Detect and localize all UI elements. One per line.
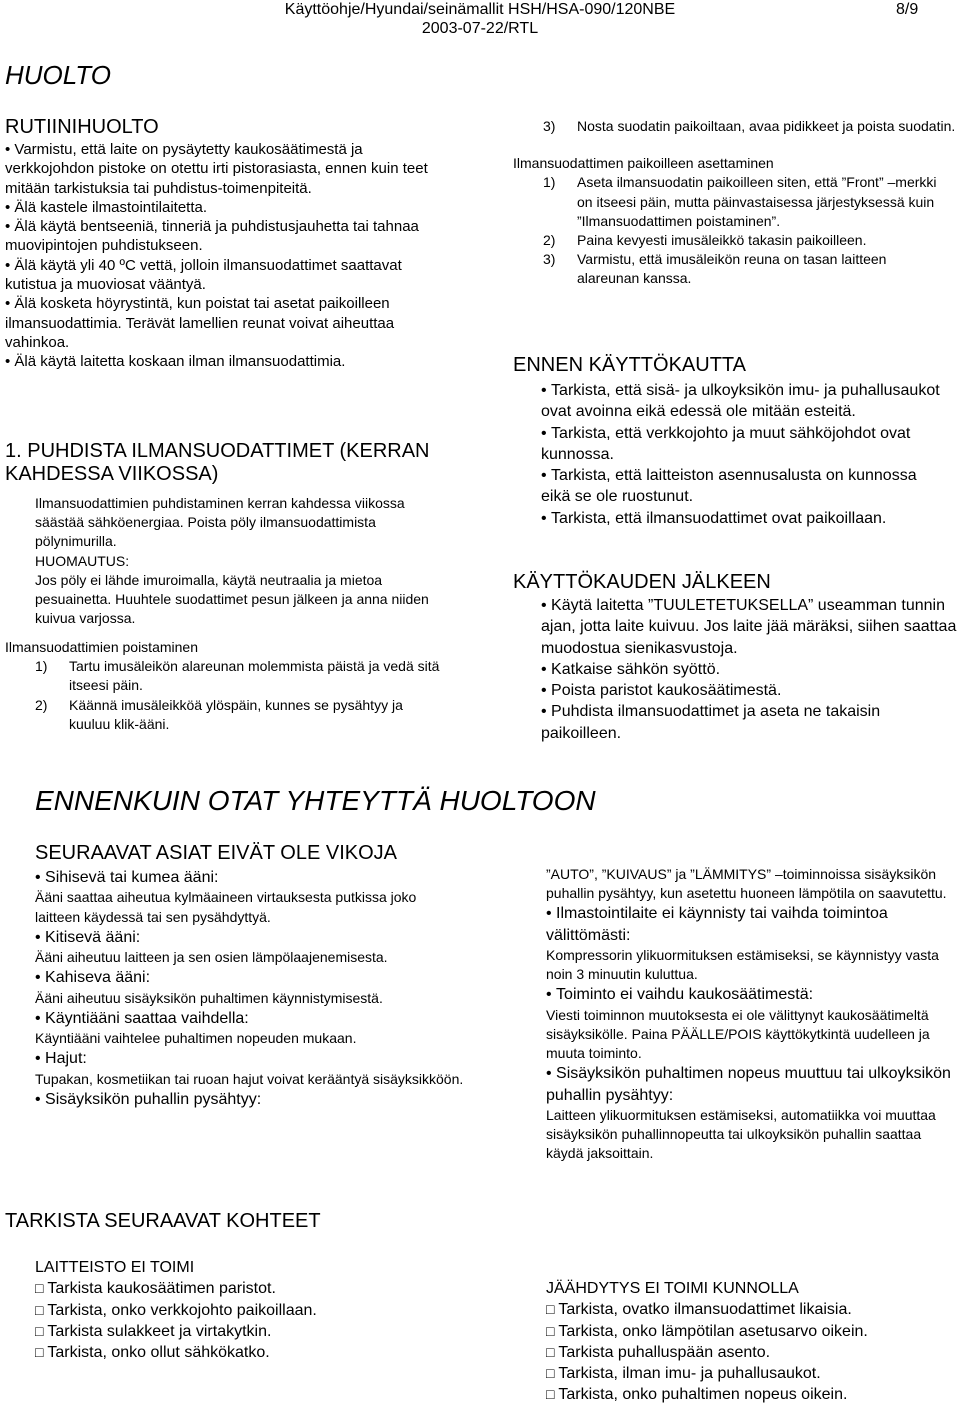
rutiini-list [5,140,450,372]
puhdista-body: Ilmansuodattimien puhdistaminen kerran kahdessa viikossa säästää sähköenergiaa. Poista pöly ilmansuodattimista pölynimurilla. [35,495,405,550]
ennen-section [513,354,958,529]
poistaminen-title: Ilmansuodattimien poistaminen [5,639,198,655]
list-item: • Puhdista ilmansuodattimet ja aseta ne takaisin paikoilleen. [541,701,958,744]
left-check-title: LAITTEISTO EI TOIMI [35,1259,195,1276]
right-steps-section [513,117,956,289]
list-item [513,173,943,231]
step-text: Paina kevyesti imusäleikkö takasin paikoilleen. [577,232,867,249]
step-text: Aseta ilmansuodatin paikoilleen siten, että ”Front” –merkki on itseesi päin, mutta päinvastaisessa järjestyksessä kuin ”Ilmansuodattimen poistaminen”. [577,174,937,229]
rutiini-section [5,116,450,372]
item-body: Ääni aiheutuu laitteen ja sen osien lämpölaajenemisesta. [35,949,388,965]
list-item: • Älä kastele ilmastointilaitetta. [5,198,450,217]
list-item: • Älä käytä yli 40 ºC vettä, jolloin ilmansuodattimet saattavat kutistua ja muoviosat vääntyä. [5,256,450,295]
step-number: 1) [35,658,48,675]
section-title-ennenkuin: ENNENKUIN OTAT YHTEYTTÄ HUOLTOON [35,785,596,816]
item-body: Käyntiääni vaihtelee puhaltimen nopeuden mukaan. [35,1030,357,1046]
checklist-item: □ Tarkista kaukosäätimen paristot. [35,1278,475,1299]
jalkeen-section [513,571,958,744]
item-title: • Sihisevä tai kumea ääni: [35,867,465,888]
rutiini-heading: RUTIINIHUOLTO [5,116,159,138]
item-title: • Kahiseva ääni: [35,967,465,988]
checklist-item: □ Tarkista, onko puhaltimen nopeus oikein. [546,1384,956,1405]
list-item: • Poista paristot kaukosäätimestä. [541,680,958,701]
list-item [513,250,943,288]
item-body: Laitteen ylikuormituksen estämiseksi, automatiikka voi muuttaa sisäyksikön puhallinnopeutta tai ulkoyksikön puhallin saattaa käydä jaksoittain. [546,1106,936,1162]
list-item [5,657,440,695]
list-item: • Varmistu, että laite on pysäytetty kaukosäätimestä ja verkkojohdon pistoke on otettu irti pistorasiasta, ennen kuin teet mitään tarkistuksia tai puhdistus-toimenpiteitä. [5,140,450,198]
puhdista-heading: 1. PUHDISTA ILMANSUODATTIMET (KERRAN KAHDESSA VIIKOSSA) [5,440,430,485]
step-number: 2) [543,232,556,249]
item-title: • Hajut: [35,1048,465,1069]
right-check-title: JÄÄHDYTYS EI TOIMI KUNNOLLA [546,1280,799,1297]
tarkista-left [35,1257,475,1363]
puhdista-section [5,440,450,628]
asettaminen-title: Ilmansuodattimen paikoilleen asettaminen [513,155,774,172]
item-title: • Toiminto ei vaihdu kaukosäätimestä: [546,984,951,1005]
step-text: Tartu imusäleikön alareunan molemmista päistä ja vedä sitä itseesi päin. [69,658,440,694]
section-title-huolto: HUOLTO [5,60,111,90]
list-item: • Tarkista, että ilmansuodattimet ovat paikoillaan. [541,508,946,529]
item-body: Viesti toiminnon muutoksesta ei ole välittynyt kaukosäätimeltä sisäyksikölle. Paina PÄÄLLE/POIS käyttökytkintä uudelleen ja muuta toiminto. [546,1006,930,1062]
list-item: • Tarkista, että sisä- ja ulkoyksikön imu- ja puhallusaukot ovat avoinna eikä edessä ole mitään esteitä. [541,380,946,423]
list-item: • Älä kosketa höyrystintä, kun poistat tai asetat paikoilleen ilmansuodattimia. Terävät lamellien reunat voivat aiheuttaa vahinkoa. [5,294,450,352]
huomautus-body: Jos pöly ei lähde imuroimalla, käytä neutraalia ja mietoa pesuainetta. Huuhtele suodattimet pesun jälkeen ja anna niiden kuivua varjossa. [35,571,429,627]
list-item: • Älä käytä laitetta koskaan ilman ilmansuodattimia. [5,352,450,371]
checklist-item: □ Tarkista, onko ollut sähkökatko. [35,1342,475,1363]
item-title: • Käyntiääni saattaa vaihdella: [35,1008,465,1029]
tarkista-heading: TARKISTA SEURAAVAT KOHTEET [5,1210,321,1232]
item-body: Kompressorin ylikuormituksen estämiseksi, se käynnistyy vasta noin 3 minuutin kuluttua. [546,947,939,983]
checklist-item: □ Tarkista puhalluspään asento. [546,1342,956,1363]
huomautus-label: HUOMAUTUS: [35,552,130,569]
step-number: 1) [543,174,556,191]
list-item: • Käytä laitetta ”TUULETETUKSELLA” useamman tunnin ajan, jotta laite kuivuu. Jos laite jää märäksi, siihen saattaa muodostua sienikasvustoja. [541,595,958,659]
checklist-item: □ Tarkista, ovatko ilmansuodattimet likaisia. [546,1299,956,1320]
jalkeen-heading: KÄYTTÖKAUDEN JÄLKEEN [513,571,771,593]
item-title: • Sisäyksikön puhaltimen nopeus muuttuu tai ulkoyksikön puhallin pysähtyy: [546,1063,951,1106]
item-body: Ääni saattaa aiheutua kylmäaineen virtauksesta putkissa joko laitteen käydessä tai sen pysähdyttyä. [35,889,417,925]
step-number: 3) [543,251,556,268]
seuraavat-left [35,867,465,1110]
item-title: • Ilmastointilaite ei käynnisty tai vaihda toimintoa välittömästi: [546,903,951,946]
ennen-list [541,380,946,529]
step-text: Varmistu, että imusäleikön reuna on tasan laitteen alareunan kanssa. [577,251,887,287]
item-title: • Kitisevä ääni: [35,927,465,948]
header-doc-title: Käyttöohje/Hyundai/seinämallit HSH/HSA-090/120NBE [284,1,676,18]
item-title: • Sisäyksikön puhallin pysähtyy: [35,1089,465,1110]
list-item: • Älä käytä bentseeniä, tinneriä ja puhdistusjauhetta tai tahnaa muovipintojen puhdistukseen. [5,217,450,256]
right-intro: ”AUTO”, ”KUIVAUS” ja ”LÄMMITYS” –toiminnoissa sisäyksikön puhallin pysähtyy, kun asetettu huoneen lämpötila on saavutettu. [546,866,947,902]
ennen-heading: ENNEN KÄYTTÖKAUTTA [513,354,746,376]
page-header [220,0,740,38]
checklist-item: □ Tarkista, onko lämpötilan asetusarvo oikein. [546,1321,956,1342]
checklist-item: □ Tarkista sulakkeet ja virtakytkin. [35,1321,475,1342]
step-number: 2) [35,696,48,713]
poistaminen-section [5,638,450,734]
tarkista-right [546,1278,956,1405]
step-text: Käännä imusäleikköä ylöspäin, kunnes se pysähtyy ja kuuluu klik-ääni. [69,696,403,732]
item-body: Ääni aiheutuu sisäyksikön puhaltimen käynnistymisestä. [35,989,383,1006]
page-number: 8/9 [896,1,919,18]
list-item: • Tarkista, että laitteiston asennusalusta on kunnossa eikä se ole ruostunut. [541,465,946,508]
seuraavat-heading: SEURAAVAT ASIAT EIVÄT OLE VIKOJA [35,842,397,864]
list-item: • Katkaise sähkön syöttö. [541,659,958,680]
checklist-item: □ Tarkista, onko verkkojohto paikoillaan. [35,1300,475,1321]
seuraavat-right [546,865,951,1164]
header-date: 2003-07-22/RTL [421,20,539,37]
list-item: • Tarkista, että verkkojohto ja muut sähköjohdot ovat kunnossa. [541,423,946,466]
list-item [513,231,943,250]
list-item [513,117,958,136]
item-body: Tupakan, kosmetiikan tai ruoan hajut voivat kerääntyä sisäyksikköön. [35,1070,464,1087]
jalkeen-list [541,595,958,744]
checklist-item: □ Tarkista, ilman imu- ja puhallusaukot. [546,1363,956,1384]
step-text: Nosta suodatin paikoiltaan, avaa pidikkeet ja poista suodatin. [577,118,956,134]
list-item [5,696,440,734]
step-number: 3) [543,118,556,134]
